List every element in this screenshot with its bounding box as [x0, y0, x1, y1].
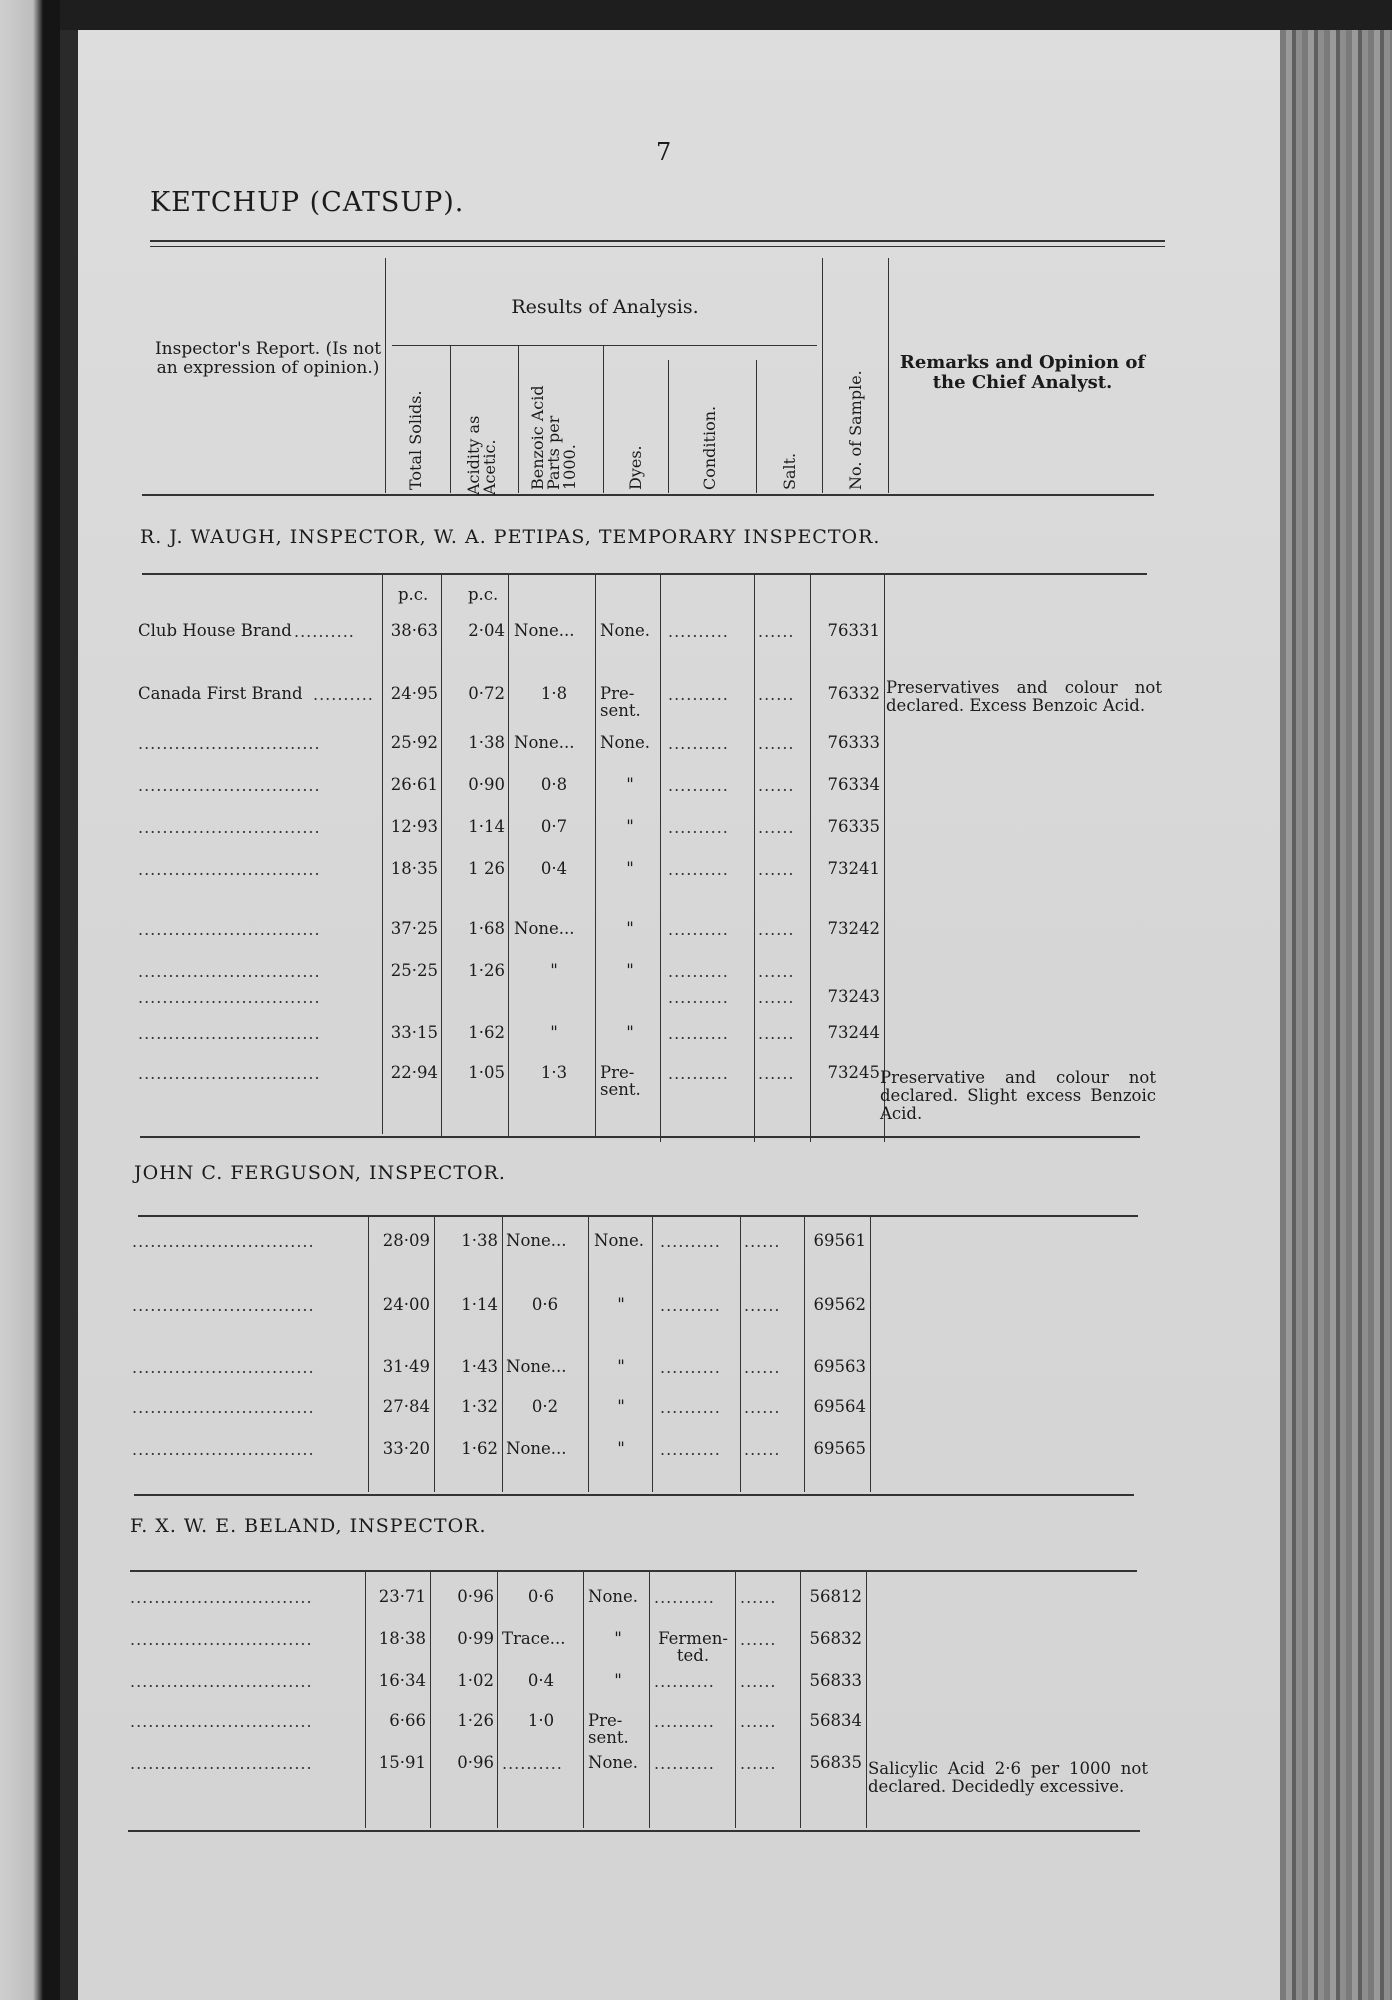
leader-dots: ......	[758, 685, 795, 704]
cell-total-solids: 12·93	[390, 817, 438, 836]
leader-dots: ..........	[660, 1232, 721, 1251]
cell-total-solids: 22·94	[390, 1063, 438, 1082]
column-line	[502, 1216, 503, 1492]
cell-dyes: None.	[594, 1231, 645, 1250]
cell-acidity: 1·14	[461, 1295, 498, 1314]
cell-benzoic: None...	[514, 621, 575, 640]
header-divider	[603, 345, 604, 493]
cell-total-solids: 24·00	[382, 1295, 430, 1314]
leader-dots: ..........	[660, 1358, 721, 1377]
header-acidity: Acidity as Acetic.	[464, 415, 499, 495]
adjacent-page-edge	[0, 0, 60, 2000]
cell-acidity: 0·99	[457, 1629, 494, 1648]
cell-acidity: 0·90	[468, 775, 505, 794]
cell-total-solids: 25·92	[390, 733, 438, 752]
header-divider	[450, 345, 451, 493]
leader-dots: ......	[758, 920, 795, 939]
leader-dots: ......	[758, 860, 795, 879]
cell-dyes: None.	[600, 621, 651, 640]
cell-benzoic: 1·8	[540, 684, 568, 703]
leader-dots: ..............................	[138, 776, 321, 795]
cell-total-solids: 15·91	[378, 1753, 426, 1772]
cell-acidity: 1·43	[461, 1357, 498, 1376]
column-line	[382, 574, 383, 1134]
cell-benzoic: None...	[506, 1439, 567, 1458]
cell-acidity: 1·32	[461, 1397, 498, 1416]
cell-acidity: 1·05	[468, 1063, 505, 1082]
cell-benzoic: None...	[506, 1231, 567, 1250]
cell-total-solids: 33·20	[382, 1439, 430, 1458]
leader-dots: ......	[740, 1588, 777, 1607]
cell-benzoic: None...	[506, 1357, 567, 1376]
leader-dots: ..........	[668, 685, 729, 704]
cell-benzoic: 0·6	[531, 1295, 559, 1314]
remark: Preservatives and colour not declared. Excess Benzoic Acid.	[886, 678, 1162, 715]
cell-total-solids: 28·09	[382, 1231, 430, 1250]
cell-total-solids: 18·35	[390, 859, 438, 878]
cell-sample-number: 76331	[827, 621, 880, 640]
cell-total-solids: 25·25	[390, 961, 438, 980]
leader-dots: ..........	[654, 1588, 715, 1607]
header-dyes: Dyes.	[626, 445, 645, 490]
cell-sample-number: 76333	[827, 733, 880, 752]
cell-total-solids: 23·71	[378, 1587, 426, 1606]
leader-dots: ......	[758, 988, 795, 1007]
cell-total-solids: 37·25	[390, 919, 438, 938]
cell-sample-number: 76334	[827, 775, 880, 794]
cell-total-solids: 27·84	[382, 1397, 430, 1416]
leader-dots: ..........	[502, 1754, 563, 1773]
leader-dots: ..............................	[132, 1232, 315, 1251]
cell-acidity: 1 26	[468, 859, 505, 878]
column-line	[497, 1571, 498, 1828]
leader-dots: ..............................	[132, 1296, 315, 1315]
header-divider	[668, 360, 669, 493]
page-number: 7	[656, 138, 672, 166]
unit-acidity: p.c.	[468, 585, 499, 604]
row-label: Club House Brand	[138, 621, 292, 640]
header-results-of-analysis: Results of Analysis.	[511, 296, 699, 318]
leader-dots: ..............................	[132, 1398, 315, 1417]
cell-benzoic: 1·0	[527, 1711, 555, 1730]
cell-sample-number: 73244	[827, 1023, 880, 1042]
cell-sample-number: 56832	[809, 1629, 862, 1648]
leader-dots: ..............................	[138, 988, 321, 1007]
leader-dots: ..............................	[138, 920, 321, 939]
leader-dots: ......	[758, 818, 795, 837]
column-line	[754, 574, 755, 1142]
cell-total-solids: 6·66	[389, 1711, 426, 1730]
section-heading: JOHN C. FERGUSON, INSPECTOR.	[134, 1162, 506, 1184]
leader-dots: ..........	[660, 1296, 721, 1315]
leader-dots: ..........	[654, 1672, 715, 1691]
leader-dots: ......	[744, 1232, 781, 1251]
cell-dyes: Pre- sent.	[600, 1063, 641, 1099]
cell-total-solids: 31·49	[382, 1357, 430, 1376]
leader-dots: ......	[744, 1296, 781, 1315]
cell-benzoic: 0·4	[540, 859, 568, 878]
leader-dots: ..............................	[138, 818, 321, 837]
leader-dots: ......	[758, 776, 795, 795]
leader-dots: ..........	[668, 1024, 729, 1043]
cell-total-solids: 18·38	[378, 1629, 426, 1648]
cell-sample-number: 56835	[809, 1753, 862, 1772]
results-underline	[392, 345, 817, 346]
column-line	[430, 1571, 431, 1828]
cell-dyes: "	[617, 1357, 625, 1376]
cell-total-solids: 16·34	[378, 1671, 426, 1690]
leader-dots: ......	[740, 1712, 777, 1731]
section-rule	[128, 1830, 1140, 1832]
section-rule	[140, 1136, 1140, 1138]
cell-benzoic: 0·4	[527, 1671, 555, 1690]
cell-sample-number: 73242	[827, 919, 880, 938]
remark: Salicylic Acid 2·6 per 1000 not declared. Decidedly excessive.	[868, 1759, 1148, 1796]
remark: Preservative and colour not declared. Slight excess Benzoic Acid.	[880, 1068, 1156, 1123]
leader-dots: ..............................	[138, 1024, 321, 1043]
cell-benzoic: 0·2	[531, 1397, 559, 1416]
column-line	[866, 1571, 867, 1828]
leader-dots: ..........	[294, 622, 355, 641]
cell-acidity: 1·38	[461, 1231, 498, 1250]
cell-dyes: None.	[588, 1753, 639, 1772]
cell-acidity: 0·72	[468, 684, 505, 703]
section-heading: F. X. W. E. BELAND, INSPECTOR.	[130, 1515, 487, 1537]
header-divider	[888, 258, 889, 493]
header-salt: Salt.	[780, 452, 799, 490]
leader-dots: ..........	[313, 685, 374, 704]
column-line	[595, 574, 596, 1136]
cell-acidity: 1·62	[468, 1023, 505, 1042]
section-rule	[138, 1215, 1138, 1217]
top-rule-2	[150, 246, 1165, 247]
leader-dots: ..............................	[130, 1630, 313, 1649]
leader-dots: ..........	[654, 1754, 715, 1773]
leader-dots: ..........	[668, 734, 729, 753]
section-rule	[134, 1494, 1134, 1496]
cell-dyes: "	[626, 859, 634, 878]
cell-sample-number: 73245	[827, 1063, 880, 1082]
cell-acidity: 1·14	[468, 817, 505, 836]
cell-sample-number: 56834	[809, 1711, 862, 1730]
header-divider	[822, 258, 823, 493]
leader-dots: ..........	[668, 1064, 729, 1083]
column-line	[810, 574, 811, 1142]
cell-acidity: 1·38	[468, 733, 505, 752]
cell-sample-number: 69565	[813, 1439, 866, 1458]
cell-condition: Fermen- ted.	[658, 1629, 728, 1665]
column-line	[368, 1216, 369, 1492]
header-bottom-rule	[142, 494, 1154, 496]
leader-dots: ..........	[668, 622, 729, 641]
row-label: Canada First Brand	[138, 684, 303, 703]
leader-dots: ..........	[668, 776, 729, 795]
leader-dots: ......	[758, 1064, 795, 1083]
cell-total-solids: 38·63	[390, 621, 438, 640]
leader-dots: ..........	[668, 962, 729, 981]
cell-benzoic: Trace...	[502, 1629, 566, 1648]
column-line	[441, 574, 442, 1136]
column-line	[649, 1571, 650, 1828]
leader-dots: ......	[740, 1630, 777, 1649]
leader-dots: ......	[758, 622, 795, 641]
column-line	[735, 1571, 736, 1828]
leader-dots: ......	[740, 1672, 777, 1691]
leader-dots: ..........	[668, 920, 729, 939]
header-benzoic: Benzoic Acid Parts per 1000.	[528, 385, 579, 490]
cell-acidity: 1·02	[457, 1671, 494, 1690]
leader-dots: ......	[758, 1024, 795, 1043]
cell-dyes: "	[617, 1397, 625, 1416]
leader-dots: ..............................	[138, 734, 321, 753]
leader-dots: ..........	[660, 1398, 721, 1417]
cell-sample-number: 56833	[809, 1671, 862, 1690]
cell-benzoic: 0·7	[540, 817, 568, 836]
cell-dyes: "	[617, 1439, 625, 1458]
column-line	[870, 1216, 871, 1492]
leader-dots: ..............................	[138, 1064, 321, 1083]
cell-benzoic: 1·3	[540, 1063, 568, 1082]
header-inspector-report: Inspector's Report. (Is not an expression of opinion.)	[154, 339, 382, 378]
book-page-edges	[1280, 30, 1392, 2000]
leader-dots: ..............................	[138, 860, 321, 879]
cell-dyes: "	[614, 1671, 622, 1690]
cell-dyes: "	[626, 919, 634, 938]
column-line	[652, 1216, 653, 1492]
leader-dots: ..............................	[130, 1754, 313, 1773]
cell-sample-number: 69561	[813, 1231, 866, 1250]
leader-dots: ..............................	[138, 962, 321, 981]
cell-sample-number: 73243	[827, 987, 880, 1006]
cell-sample-number: 69562	[813, 1295, 866, 1314]
cell-sample-number: 69564	[813, 1397, 866, 1416]
cell-acidity: 0·96	[457, 1587, 494, 1606]
header-divider	[756, 360, 757, 493]
leader-dots: ......	[758, 734, 795, 753]
column-line	[508, 574, 509, 1136]
header-condition: Condition.	[700, 405, 719, 490]
cell-acidity: 0·96	[457, 1753, 494, 1772]
cell-total-solids: 33·15	[390, 1023, 438, 1042]
cell-dyes: "	[614, 1629, 622, 1648]
cell-dyes: None.	[588, 1587, 639, 1606]
leader-dots: ......	[744, 1440, 781, 1459]
section-rule	[130, 1570, 1137, 1572]
cell-acidity: 1·62	[461, 1439, 498, 1458]
cell-benzoic: "	[550, 961, 558, 980]
leader-dots: ..........	[660, 1440, 721, 1459]
column-line	[588, 1216, 589, 1492]
page-title: KETCHUP (CATSUP).	[150, 187, 465, 218]
cell-acidity: 1·68	[468, 919, 505, 938]
unit-solids: p.c.	[398, 585, 429, 604]
column-line	[583, 1571, 584, 1828]
column-line	[804, 1216, 805, 1492]
cell-benzoic: 0·8	[540, 775, 568, 794]
leader-dots: ......	[744, 1398, 781, 1417]
column-line	[660, 574, 661, 1142]
column-line	[434, 1216, 435, 1492]
cell-acidity: 1·26	[457, 1711, 494, 1730]
header-no-of-sample: No. of Sample.	[846, 370, 865, 490]
column-line	[800, 1571, 801, 1828]
cell-dyes: "	[626, 775, 634, 794]
cell-dyes: "	[626, 817, 634, 836]
cell-total-solids: 26·61	[390, 775, 438, 794]
leader-dots: ..............................	[130, 1672, 313, 1691]
leader-dots: ..............................	[132, 1358, 315, 1377]
cell-sample-number: 76332	[827, 684, 880, 703]
cell-dyes: Pre- sent.	[600, 684, 641, 720]
leader-dots: ..........	[668, 860, 729, 879]
column-line	[365, 1571, 366, 1828]
cell-dyes: None.	[600, 733, 651, 752]
leader-dots: ......	[740, 1754, 777, 1773]
cell-dyes: "	[626, 961, 634, 980]
cell-sample-number: 73241	[827, 859, 880, 878]
header-total-solids: Total Solids.	[406, 390, 425, 490]
leader-dots: ..........	[654, 1712, 715, 1731]
header-divider	[518, 345, 519, 493]
section-heading: R. J. WAUGH, INSPECTOR, W. A. PETIPAS, TEMPORARY INSPECTOR.	[140, 526, 881, 548]
leader-dots: ..............................	[132, 1440, 315, 1459]
cell-benzoic: 0·6	[527, 1587, 555, 1606]
cell-total-solids: 24·95	[390, 684, 438, 703]
leader-dots: ......	[744, 1358, 781, 1377]
leader-dots: ..............................	[130, 1712, 313, 1731]
leader-dots: ......	[758, 962, 795, 981]
cell-benzoic: None...	[514, 733, 575, 752]
header-remarks: Remarks and Opinion of the Chief Analyst.	[899, 352, 1146, 393]
document-page	[78, 30, 1280, 2000]
cell-benzoic: "	[550, 1023, 558, 1042]
cell-acidity: 2·04	[468, 621, 505, 640]
cell-sample-number: 56812	[809, 1587, 862, 1606]
top-rule	[150, 240, 1165, 242]
cell-dyes: Pre- sent.	[588, 1711, 629, 1747]
leader-dots: ..........	[668, 818, 729, 837]
leader-dots: ..............................	[130, 1588, 313, 1607]
cell-dyes: "	[617, 1295, 625, 1314]
section-rule	[142, 573, 1147, 575]
column-line	[740, 1216, 741, 1492]
leader-dots: ..........	[668, 988, 729, 1007]
cell-acidity: 1·26	[468, 961, 505, 980]
cell-benzoic: None...	[514, 919, 575, 938]
cell-sample-number: 69563	[813, 1357, 866, 1376]
scan-top-border	[0, 0, 1392, 30]
column-line	[884, 574, 885, 1142]
cell-sample-number: 76335	[827, 817, 880, 836]
cell-dyes: "	[626, 1023, 634, 1042]
